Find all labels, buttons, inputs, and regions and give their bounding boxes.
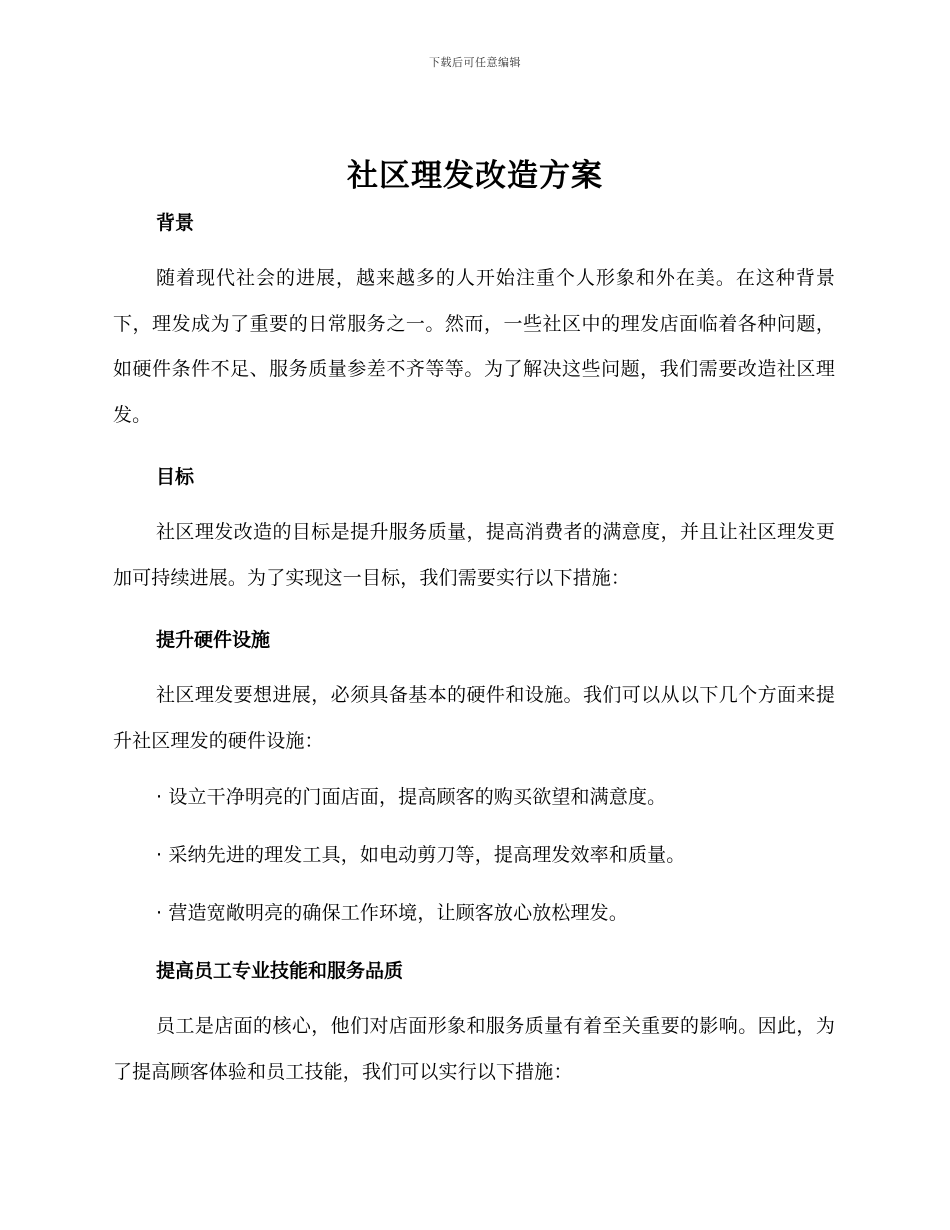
section-heading-hardware: 提升硬件设施 [156, 629, 271, 651]
paragraph-staff: 员工是店面的核心，他们对店面形象和服务质量有着至关重要的影响。因此，为了提高顾客体验和员工技能，我们可以实行以下措施： [113, 1015, 835, 1083]
paragraph-goal: 社区理发改造的目标是提升服务质量，提高消费者的满意度，并且让社区理发更加可持续进展。为了实现这一目标，我们需要实行以下措施： [113, 521, 835, 589]
section-heading-background: 背景 [156, 212, 195, 234]
document-title: 社区理发改造方案 [347, 158, 603, 194]
paragraph-background: 随着现代社会的进展，越来越多的人开始注重个人形象和外在美。在这种背景下，理发成为了重要的日常服务之一。然而，一些社区中的理发店面临着各种问题，如硬件条件不足、服务质量参差不齐等等。为了解决这些问题，我们需要改造社区理发。 [113, 267, 835, 426]
bullet-item-environment: · 营造宽敞明亮的确保工作环境，让顾客放心放松理发。 [156, 902, 628, 924]
section-heading-goal: 目标 [156, 466, 195, 488]
document-body [113, 204, 835, 1095]
section-heading-staff: 提高员工专业技能和服务品质 [156, 960, 404, 982]
bullet-item-storefront: · 设立干净明亮的门面店面，提高顾客的购买欲望和满意度。 [156, 786, 667, 808]
header-note: 下载后可任意编辑 [429, 56, 521, 69]
paragraph-hardware: 社区理发要想进展，必须具备基本的硬件和设施。我们可以从以下几个方面来提升社区理发的硬件设施： [113, 684, 835, 752]
bullet-item-tools: · 采纳先进的理发工具，如电动剪刀等，提高理发效率和质量。 [156, 844, 686, 866]
